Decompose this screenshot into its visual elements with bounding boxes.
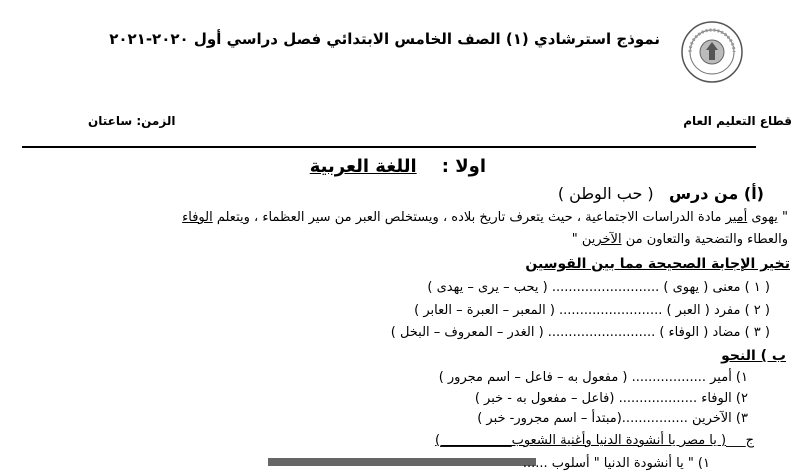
passage-text: والعطاء والتضحية والتعاون من xyxy=(621,232,788,247)
part-label: اولا : xyxy=(441,156,486,177)
exam-title: نموذج استرشادي (١) الصف الخامس الابتدائي فصل دراسي أول ٢٠٢٠-٢٠٢١ xyxy=(109,30,660,48)
grammar-item-2: ٢) الوفاء ................... (فاعل – مفعول به - خبر ) xyxy=(474,391,748,406)
section-c-line xyxy=(435,433,754,448)
ministry-logo xyxy=(680,20,744,84)
passage-line-2 xyxy=(572,232,788,247)
question-1: ( ١ ) معنى ( يهوى ) .......................... ( يحب – يرى – يهدى ) xyxy=(427,280,770,295)
section-c-prefix: ج___ xyxy=(726,433,754,448)
question-3: ( ٣ ) مضاد ( الوفاء ) .......................... ( الغدر – المعروف – البخل ) xyxy=(390,325,770,340)
grammar-item-3: ٣) الآخرين ................(مبتدأ – اسم مجرور- خبر ) xyxy=(477,411,748,426)
instruction-heading: تخير الإجابة الصحيحة مما بين القوسين xyxy=(525,256,790,272)
scan-artifact-bar xyxy=(268,458,536,466)
grammar-item-1: ١) أمير .................. ( مفعول به – فاعل – اسم مجرور ) xyxy=(438,370,748,385)
passage-underlined-word: الوفاء xyxy=(182,210,213,225)
section-c-text: ( يا مصر يا أنشودة الدنيا وأغنية الشعوب___________) xyxy=(435,433,727,448)
passage-text: " xyxy=(571,232,582,247)
passage-line-1 xyxy=(182,210,788,225)
section-b-heading: ب ) النحو xyxy=(721,348,786,364)
passage-underlined-word: أمير xyxy=(725,210,748,225)
lesson-name: ( حب الوطن ) xyxy=(557,184,654,203)
question-2: ( ٢ ) مفرد ( العبر ) ......................... ( المعبر – العبرة – العابر ) xyxy=(414,303,770,318)
section-c-next-line: ١) " يا أنشودة الدنيا " أسلوب ...... xyxy=(522,456,710,471)
sector-label: قطاع التعليم العام xyxy=(683,114,792,128)
passage-underlined-word: الآخرين xyxy=(581,232,622,247)
header-divider xyxy=(22,146,756,148)
subject-heading xyxy=(310,156,486,177)
passage-text: مادة الدراسات الاجتماعية ، حيث يتعرف تاريخ بلاده ، ويستخلص العبر من سير العظماء ، ويتعلم xyxy=(212,210,726,225)
section-a-label: (أ) من درس xyxy=(668,184,764,203)
section-a-heading xyxy=(558,184,764,203)
subject-name: اللغة العربية xyxy=(309,156,417,177)
passage-text: " يهوى xyxy=(747,210,788,225)
exam-duration: الزمن: ساعتان xyxy=(88,114,176,128)
